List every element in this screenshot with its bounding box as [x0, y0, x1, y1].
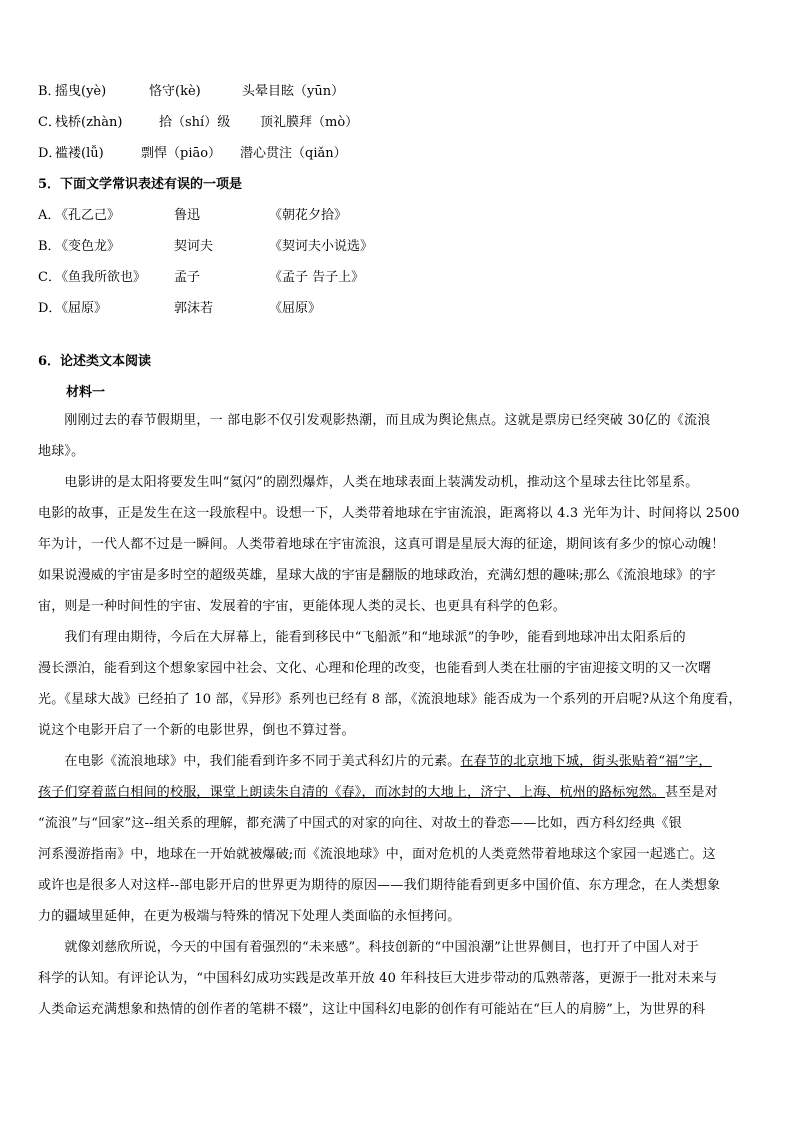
text-line: 电影的故事，正是发生在这一段旅程中。设想一下，人类带着地球在宇宙流浪，距离将以 4.3 光年为计、时间将以 2500 — [38, 506, 740, 521]
option-item-c: 头晕目眩（yūn） — [242, 84, 345, 99]
text-line: 力的疆域里延伸，在更为极端与特殊的情况下处理人类面临的永恒拷问。 — [38, 909, 461, 924]
plain-text: 甚至是对 — [665, 785, 718, 800]
option-item-a: 栈桥(zhàn) — [55, 115, 123, 130]
option-item-c: 顶礼膜拜（mò） — [260, 115, 359, 130]
text-line: 河系漫游指南》中，地球在一开始就被爆破;而《流浪地球》中，面对危机的人类竟然带着地球这个家园一起逃亡。这 — [38, 847, 716, 862]
text-line: 或许也是很多人对这样--部电影开启的世界更为期待的原因——我们期待能看到更多中国价值、东方理念，在人类想象 — [38, 878, 721, 893]
option-item-b: 拾（shí）级 — [159, 115, 231, 130]
option-item-b: 恪守(kè) — [149, 84, 201, 99]
paragraph-2 — [38, 475, 760, 630]
option-label: C． — [38, 270, 61, 285]
option-collection: 《屈原》 — [269, 301, 322, 316]
plain-text: 在电影《流浪地球》中，我们能看到许多不同于美式科幻片的元素。 — [38, 754, 461, 769]
text-line: 光。《星球大战》已经拍了 10 部，《异形》系列也已经有 8 部，《流浪地球》能否成为一个系列的开启呢?从这个角度看， — [38, 692, 742, 707]
option-collection: 《朝花夕拾》 — [269, 208, 348, 223]
text-line: 科学的认知。有评论认为，“中国科幻成功实践是改革开放 40 年科技巨大进步带动的瓜熟蒂落，更源于一批对未来与 — [38, 971, 718, 986]
text-line: 如果说漫威的宇宙是多时空的超级英雄，星球大战的宇宙是翻版的地球政治，充满幻想的趣味;那么《流浪地球》的宇 — [38, 568, 716, 583]
text-line: 刚刚过去的春节假期里，一 部电影不仅引发观影热潮，而且成为舆论焦点。这就是票房已经突破 30亿的《流浪 — [38, 413, 711, 428]
text-line: 年为计，一代人都不过是一瞬间。人类带着地球在宇宙流浪，这真可谓是星辰大海的征途，期间该有多少的惊心动魄！ — [38, 537, 725, 552]
option-collection: 《契诃夫小说选》 — [269, 239, 374, 254]
text-line: 就像刘慈欣所说，今天的中国有着强烈的“未来感”。科技创新的“中国浪潮”让世界侧目，也打开了中国人对于 — [38, 940, 699, 955]
article-body — [38, 413, 760, 1033]
option-author: 郭沫若 — [174, 301, 214, 316]
q5-question: 5．下面文学常识表述有误的一项是 — [38, 177, 243, 192]
text-line — [38, 785, 760, 816]
text-line: 地球》。 — [38, 444, 85, 459]
text-line: 我们有理由期待，今后在大屏幕上，能看到移民中“飞船派”和“地球派”的争吵，能看到地球冲出太阳系后的 — [38, 630, 686, 645]
text-line: 说这个电影开启了一个新的电影世界，倒也不算过誉。 — [38, 723, 355, 738]
option-label: D． — [38, 301, 62, 316]
option-label: B． — [38, 84, 61, 99]
option-author: 孟子 — [174, 270, 201, 285]
option-label: B． — [38, 239, 61, 254]
text-line: 宙，则是一种时间性的宇宙、发展着的宇宙，更能体现人类的灵长、也更具有科学的色彩。 — [38, 599, 567, 614]
option-author: 契诃夫 — [174, 239, 214, 254]
option-item-a: 摇曳(yè) — [55, 84, 107, 99]
text-line: 电影讲的是太阳将要发生叫“氦闪”的剧烈爆炸，人类在地球表面上装满发动机，推动这个星球去往比邻星系。 — [38, 475, 699, 490]
q6-title: 6．论述类文本阅读 — [38, 354, 152, 369]
paragraph-1 — [38, 413, 760, 475]
option-work: 《鱼我所欲也》 — [55, 270, 147, 285]
option-label: C． — [38, 115, 61, 130]
text-line: 漫长漂泊，能看到这个想象家园中社会、文化、心理和伦理的改变，也能看到人类在壮丽的宇宙迎接文明的又一次曙 — [38, 661, 712, 676]
text-line — [38, 754, 760, 785]
option-work: 《屈原》 — [55, 301, 108, 316]
text-line: “流浪”与“回家”这--组关系的理解，都充满了中国式的对家的向往、对故土的眷恋——比如，西方科幻经典《银 — [38, 816, 682, 831]
underlined-text: 孩子们穿着蓝白相间的校服，课堂上朗读朱自清的《春》，而冰封的大地上，济宁、上海、杭州的路标宛然。 — [38, 785, 666, 800]
option-item-c: 潜心贯注（qiǎn） — [240, 146, 347, 161]
paragraph-3 — [38, 630, 760, 754]
material-label: 材料一 — [66, 385, 106, 400]
option-item-b: 剽悍（piāo） — [141, 146, 222, 161]
option-work: 《孔乙己》 — [55, 208, 121, 223]
paragraph-4 — [38, 754, 760, 940]
text-line: 人类命运充满想象和热情的创作者的笔耕不辍”，这让中国科幻电影的创作有可能站在“巨人的肩膀”上，为世界的科 — [38, 1002, 706, 1017]
option-item-a: 褴褛(lǚ) — [55, 146, 104, 161]
option-collection: 《孟子 告子上》 — [269, 270, 365, 285]
underlined-text: 在春节的北京地下城，街头张贴着“福”字， — [460, 754, 712, 769]
option-label: D． — [38, 146, 62, 161]
option-label: A． — [38, 208, 61, 223]
option-work: 《变色龙》 — [55, 239, 121, 254]
option-author: 鲁迅 — [174, 208, 201, 223]
paragraph-5 — [38, 940, 760, 1033]
